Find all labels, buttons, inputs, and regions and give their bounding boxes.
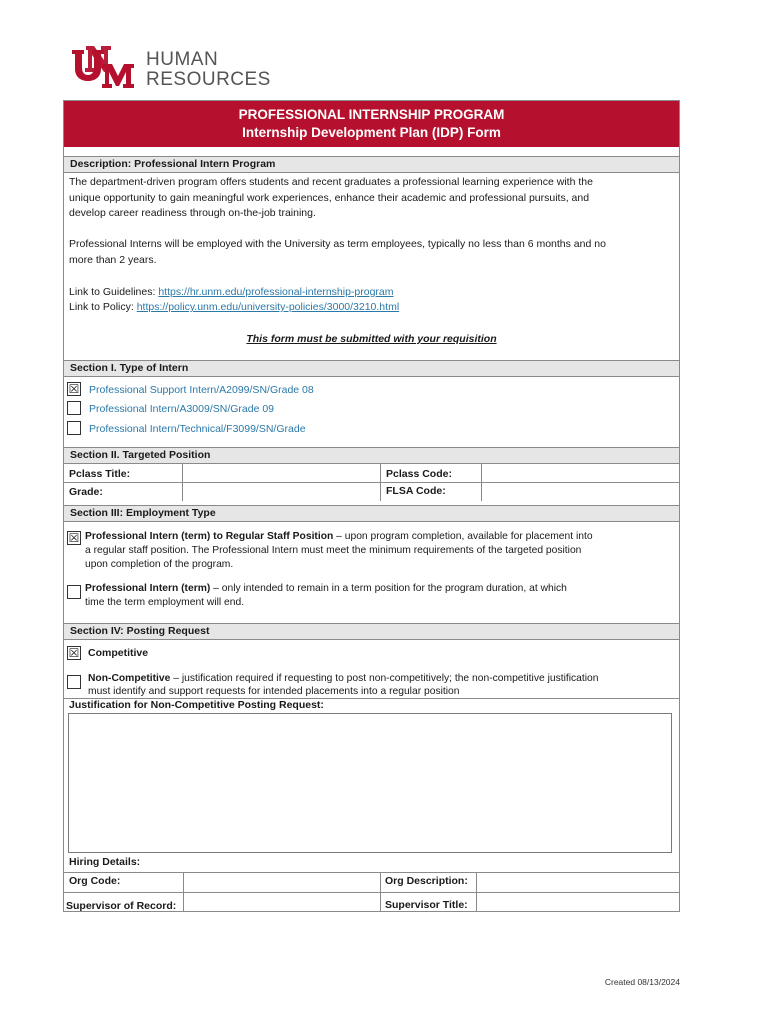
description-line: more than 2 years. [69,253,157,266]
intern-type-option-1[interactable]: Professional Support Intern/A2099/SN/Grade 08 [89,384,314,396]
intern-type-checkbox-1[interactable]: ☒ [68,382,80,396]
supervisor-title-field[interactable] [477,893,678,911]
org-code-field[interactable] [184,873,379,891]
policy-link-row [69,300,399,316]
option-text: upon completion of the program. [85,559,234,570]
justification-textarea[interactable] [68,713,672,853]
form-title: Internship Development Plan (IDP) Form [242,125,501,140]
description-line: The department-driven program offers students and recent graduates a professional learning experience with the [69,176,593,188]
form-title-bar [64,101,679,147]
policy-link[interactable]: https://policy.unm.edu/university-policies/3000/3210.html [136,301,400,313]
flsa-code-label: FLSA Code: [386,485,446,497]
section-2-header: Section II. Targeted Position [64,447,679,464]
posting-option-competitive[interactable]: Competitive [88,647,149,659]
description-paragraph-2 [69,237,674,268]
flsa-code-field[interactable] [482,483,678,500]
supervisor-record-label: Supervisor of Record: [66,900,177,912]
employment-type-option-1[interactable] [85,530,675,572]
intern-type-checkbox-2[interactable] [67,401,81,415]
section-4-header: Section IV: Posting Request [64,623,679,640]
option-text: – justification required if requesting to post non-competitively; the non-competitive justification [170,673,599,684]
guidelines-link-row [69,285,394,301]
option-title: Professional Intern (term) [85,583,211,594]
grade-field[interactable] [183,483,379,500]
org-code-label: Org Code: [69,875,121,887]
policy-label: Link to Policy: [69,301,137,313]
org-description-label: Org Description: [385,875,468,887]
unm-logo-mark-icon [72,46,134,90]
section-3-header: Section III: Employment Type [64,505,679,522]
option-text: a regular staff position. The Professional Intern must meet the minimum requirements of the targeted position [85,545,582,556]
intern-type-option-3[interactable]: Professional Intern/Technical/F3099/SN/Grade [89,423,306,435]
justification-label: Justification for Non-Competitive Posting Request: [69,699,324,711]
posting-checkbox-competitive[interactable]: ☒ [68,646,80,660]
program-title: PROFESSIONAL INTERNSHIP PROGRAM [238,107,505,122]
option-text: time the term employment will end. [85,597,245,608]
intern-type-checkbox-3[interactable] [67,421,81,435]
guidelines-label: Link to Guidelines: [69,286,159,298]
posting-option-noncompetitive[interactable] [88,672,678,698]
employment-type-checkbox-2[interactable] [67,585,81,599]
logo-line-human: HUMAN [146,49,219,70]
created-date: Created 08/13/2024 [604,977,680,987]
logo-line-resources: RESOURCES [146,69,271,90]
employment-type-option-2[interactable] [85,582,675,610]
pclass-title-label: Pclass Title: [69,468,131,480]
description-line: develop career readiness through on-the-job training. [69,207,316,219]
hiring-details-header: Hiring Details: [69,856,141,868]
option-text: must identify and support requests for intended placements into a regular position [88,686,460,697]
employment-type-checkbox-1[interactable]: ☒ [68,531,80,545]
submission-notice: This form must be submitted with your requisition [246,333,497,345]
section-1-header: Section I. Type of Intern [64,360,679,377]
org-description-field[interactable] [477,873,678,891]
option-text: – upon program completion, available for placement into [333,531,593,542]
posting-checkbox-noncompetitive[interactable] [67,675,81,689]
pclass-title-field[interactable] [183,465,379,481]
supervisor-record-field[interactable] [184,893,379,911]
unm-hr-logo [72,46,272,90]
description-line: unique opportunity to gain meaningful work experiences, enhance their academic and professional pursuits, and [69,191,590,204]
guidelines-link[interactable]: https://hr.unm.edu/professional-internship-program [158,286,394,298]
option-title: Professional Intern (term) to Regular Staff Position [85,531,334,542]
intern-type-option-2[interactable]: Professional Intern/A3009/SN/Grade 09 [89,403,275,415]
supervisor-title-label: Supervisor Title: [385,899,468,911]
pclass-code-field[interactable] [482,465,678,481]
description-paragraph-1 [69,175,674,222]
description-line: Professional Interns will be employed with the University as term employees, typically no less than 6 months and no [69,238,606,250]
option-title: Non-Competitive [88,673,171,684]
option-text: – only intended to remain in a term position for the program duration, at which [210,583,567,594]
logo-text [146,50,271,90]
pclass-code-label: Pclass Code: [386,468,452,480]
grade-label: Grade: [69,486,103,498]
description-header: Description: Professional Intern Program [64,156,679,173]
grid-line [380,872,381,912]
